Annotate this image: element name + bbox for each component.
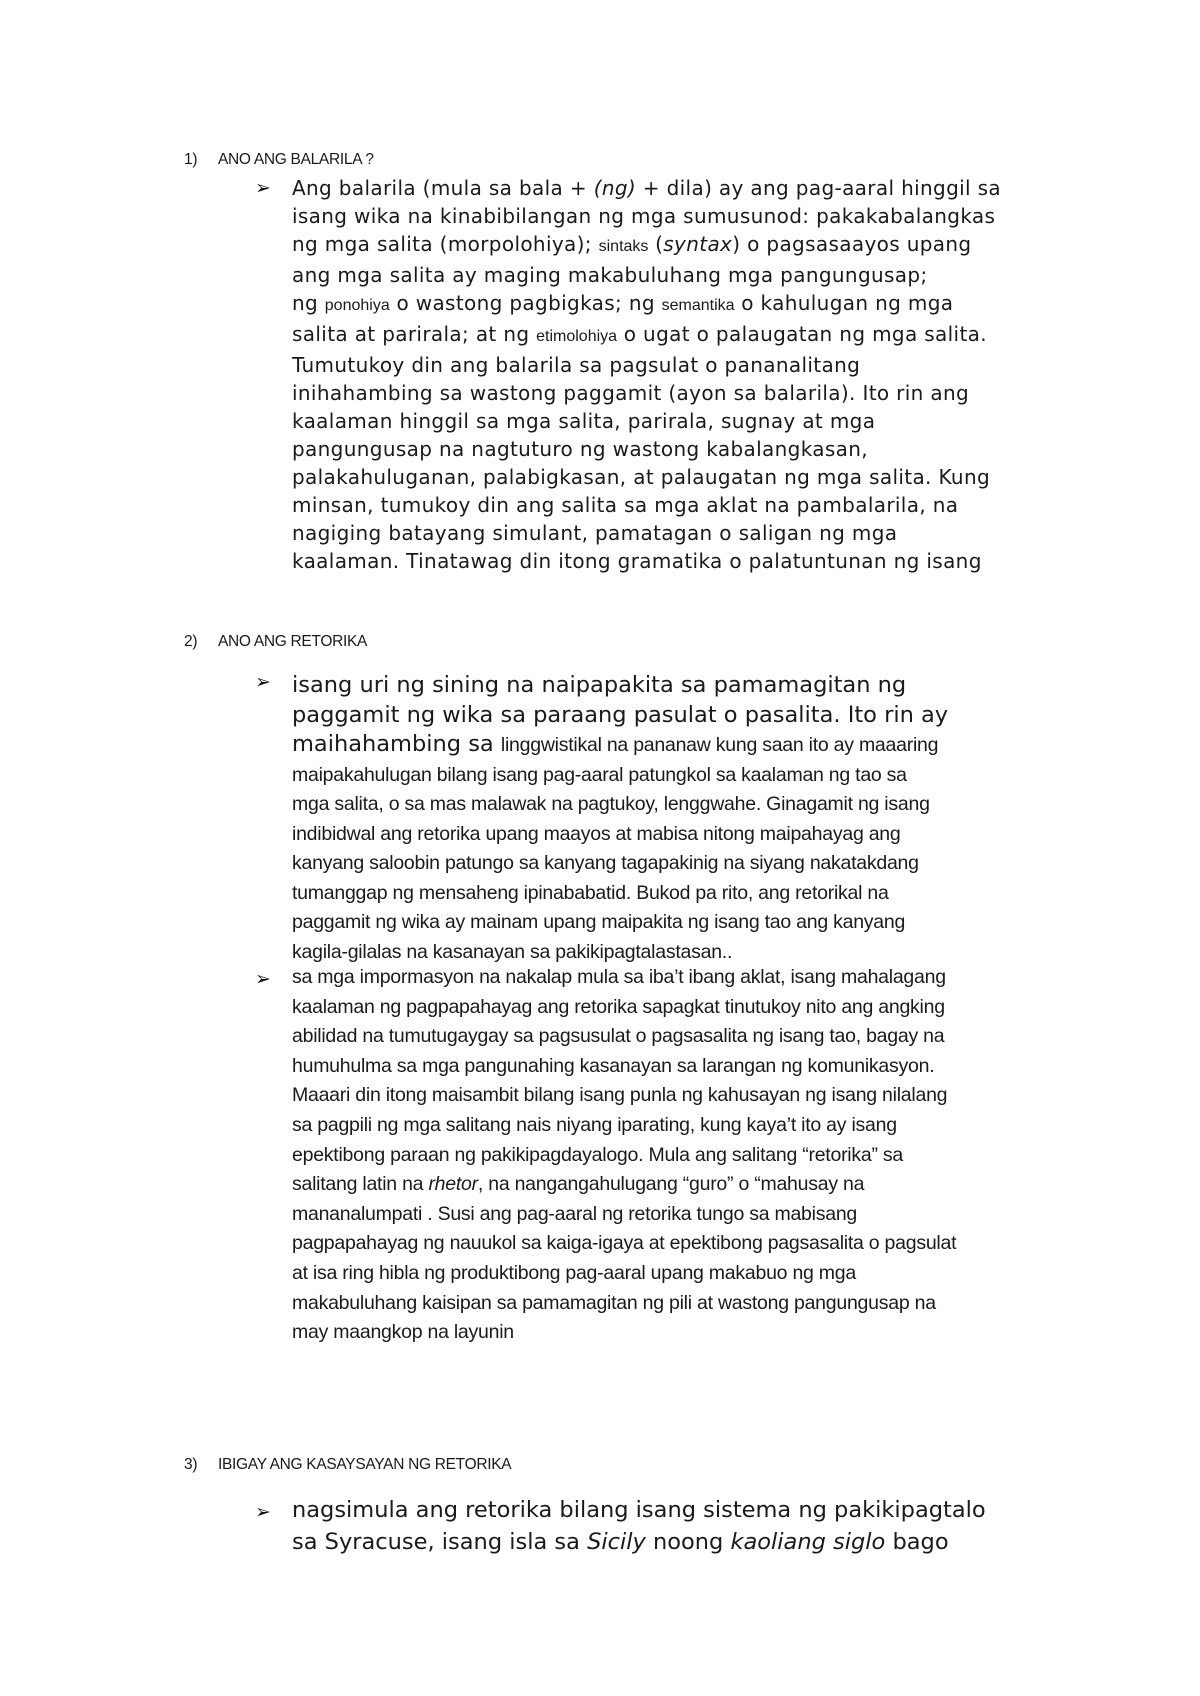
q1-bullet-item [255,174,1092,575]
paragraph-line: sa Syracuse, isang isla sa Sicily noong kaoliang siglo bago [292,1529,949,1555]
arrowhead-bullet-icon: ➢ [255,968,271,990]
heading-text: ANO ANG BALARILA ? [218,151,374,168]
paragraph-line: nagsimula ang retorika bilang isang sistema ng pakikipagtalo [292,1497,986,1523]
q2-bullet-item-1 [255,671,1092,968]
paragraph-line: salitang latin na rhetor, na nangangahulugang “guro” o “mahusay na [292,1173,865,1196]
paragraph-line: may maangkop na layunin [292,1321,514,1344]
question-3-heading [184,1456,511,1474]
question-number: 3) [184,1456,198,1473]
paragraph-line: ang mga salita ay maging makabuluhang mga pangungusap; [292,263,928,287]
paragraph-line: paggamit ng wika ay mainam upang maipakita ng isang tao ang kanyang [292,911,906,934]
paragraph-line: Maaari din itong maisambit bilang isang punla ng kahusayan ng isang nilalang [292,1084,948,1107]
paragraph-line: mananalumpati . Susi ang pag-aaral ng retorika tungo sa mabisang [292,1202,858,1225]
arrowhead-bullet-icon: ➢ [255,671,271,693]
paragraph-line: kanyang saloobin patungo sa kanyang tagapakinig na siyang nakatakdang [292,852,919,875]
question-number: 2) [184,633,198,650]
paragraph-line: mga salita, o sa mas malawak na pagtukoy, lenggwahe. Ginagamit ng isang [292,793,930,816]
paragraph-line: pagpapahayag ng nauukol sa kaiga-igaya at epektibong pagsasalita o pagsulat [292,1232,957,1255]
paragraph-line: palakahuluganan, palabigkasan, at palaugatan ng mga salita. Kung [292,465,991,489]
q3-bullet-item [255,1494,1092,1558]
paragraph-line: tumanggap ng mensaheng ipinababatid. Bukod pa rito, ang retorikal na [292,881,889,904]
paragraph-line: salita at parirala; at ng etimolohiya o ugat o palaugatan ng mga salita. [292,322,987,346]
paragraph-line: inihahambing sa wastong paggamit (ayon sa balarila). Ito rin ang [292,381,970,405]
arrowhead-bullet-icon: ➢ [255,177,272,199]
paragraph-line: isang uri ng sining na naipapakita sa pamamagitan ng [292,672,907,698]
paragraph-line: Ang balarila (mula sa bala + (ng) + dila) ay ang pag-aaral hinggil sa [292,176,1002,200]
question-1-heading [184,151,374,169]
paragraph-line: sa mga impormasyon na nakalap mula sa iba’t ibang aklat, isang mahalagang [292,966,946,988]
paragraph-line: epektibong paraan ng pakikipagdayalogo. Mula ang salitang “retorika” sa [292,1143,903,1166]
paragraph-line: kaalaman hinggil sa mga salita, parirala, sugnay at mga [292,409,876,433]
paragraph-line: sa pagpili ng mga salitang nais niyang iparating, kung kaya’t ito ay isang [292,1113,897,1136]
paragraph-line: maihahambing sa linggwistikal na pananaw kung saan ito ay maaaring [292,731,939,757]
paragraph-line: kaalaman ng pagpapahayag ang retorika sapagkat tinutukoy nito ang angking [292,995,945,1018]
paragraph-line: makabuluhang kaisipan sa pamamagitan ng pili at wastong pangungusap na [292,1291,936,1314]
arrowhead-bullet-icon: ➢ [255,1501,271,1523]
paragraph-line: minsan, tumukoy din ang salita sa mga aklat na pambalarila, na [292,493,959,517]
paragraph-line: humuhulma sa mga pangunahing kasanayan sa larangan ng komunikasyon. [292,1054,935,1077]
paragraph-line: ng mga salita (morpolohiya); sintaks (syntax) o pagsasaayos upang [292,232,972,256]
paragraph-line: isang wika na kinabibilangan ng mga sumusunod: pakakabalangkas [292,204,996,228]
paragraph-line: at isa ring hibla ng produktibong pag-aaral upang makabuo ng mga [292,1261,856,1284]
paragraph-line: maipakahulugan bilang isang pag-aaral patungkol sa kaalaman ng tao sa [292,763,907,786]
question-2-heading [184,633,367,651]
paragraph-line: Tumutukoy din ang balarila sa pagsulat o pananalitang [292,353,861,377]
q2-bullet-item-2 [255,963,1092,1348]
heading-text: IBIGAY ANG KASAYSAYAN NG RETORIKA [218,1456,512,1473]
paragraph-line: pangungusap na nagtuturo ng wastong kabalangkasan, [292,437,868,461]
paragraph-line: ng ponohiya o wastong pagbigkas; ng semantika o kahulugan ng mga [292,291,954,315]
paragraph-line: indibidwal ang retorika upang maayos at mabisa nitong maipahayag ang [292,822,901,845]
paragraph-line: kaalaman. Tinatawag din itong gramatika o palatuntunan ng isang [292,549,982,573]
paragraph-line: abilidad na tumutugaygay sa pagsusulat o pagsasalita ng isang tao, bagay na [292,1025,945,1048]
question-number: 1) [184,151,198,168]
paragraph-line: kagila-gilalas na kasanayan sa pakikipagtalastasan.. [292,941,733,964]
paragraph-line: nagiging batayang simulant, pamatagan o saligan ng mga [292,521,898,545]
paragraph-line: paggamit ng wika sa paraang pasulat o pasalita. Ito rin ay [292,701,949,728]
heading-text: ANO ANG RETORIKA [218,633,368,650]
